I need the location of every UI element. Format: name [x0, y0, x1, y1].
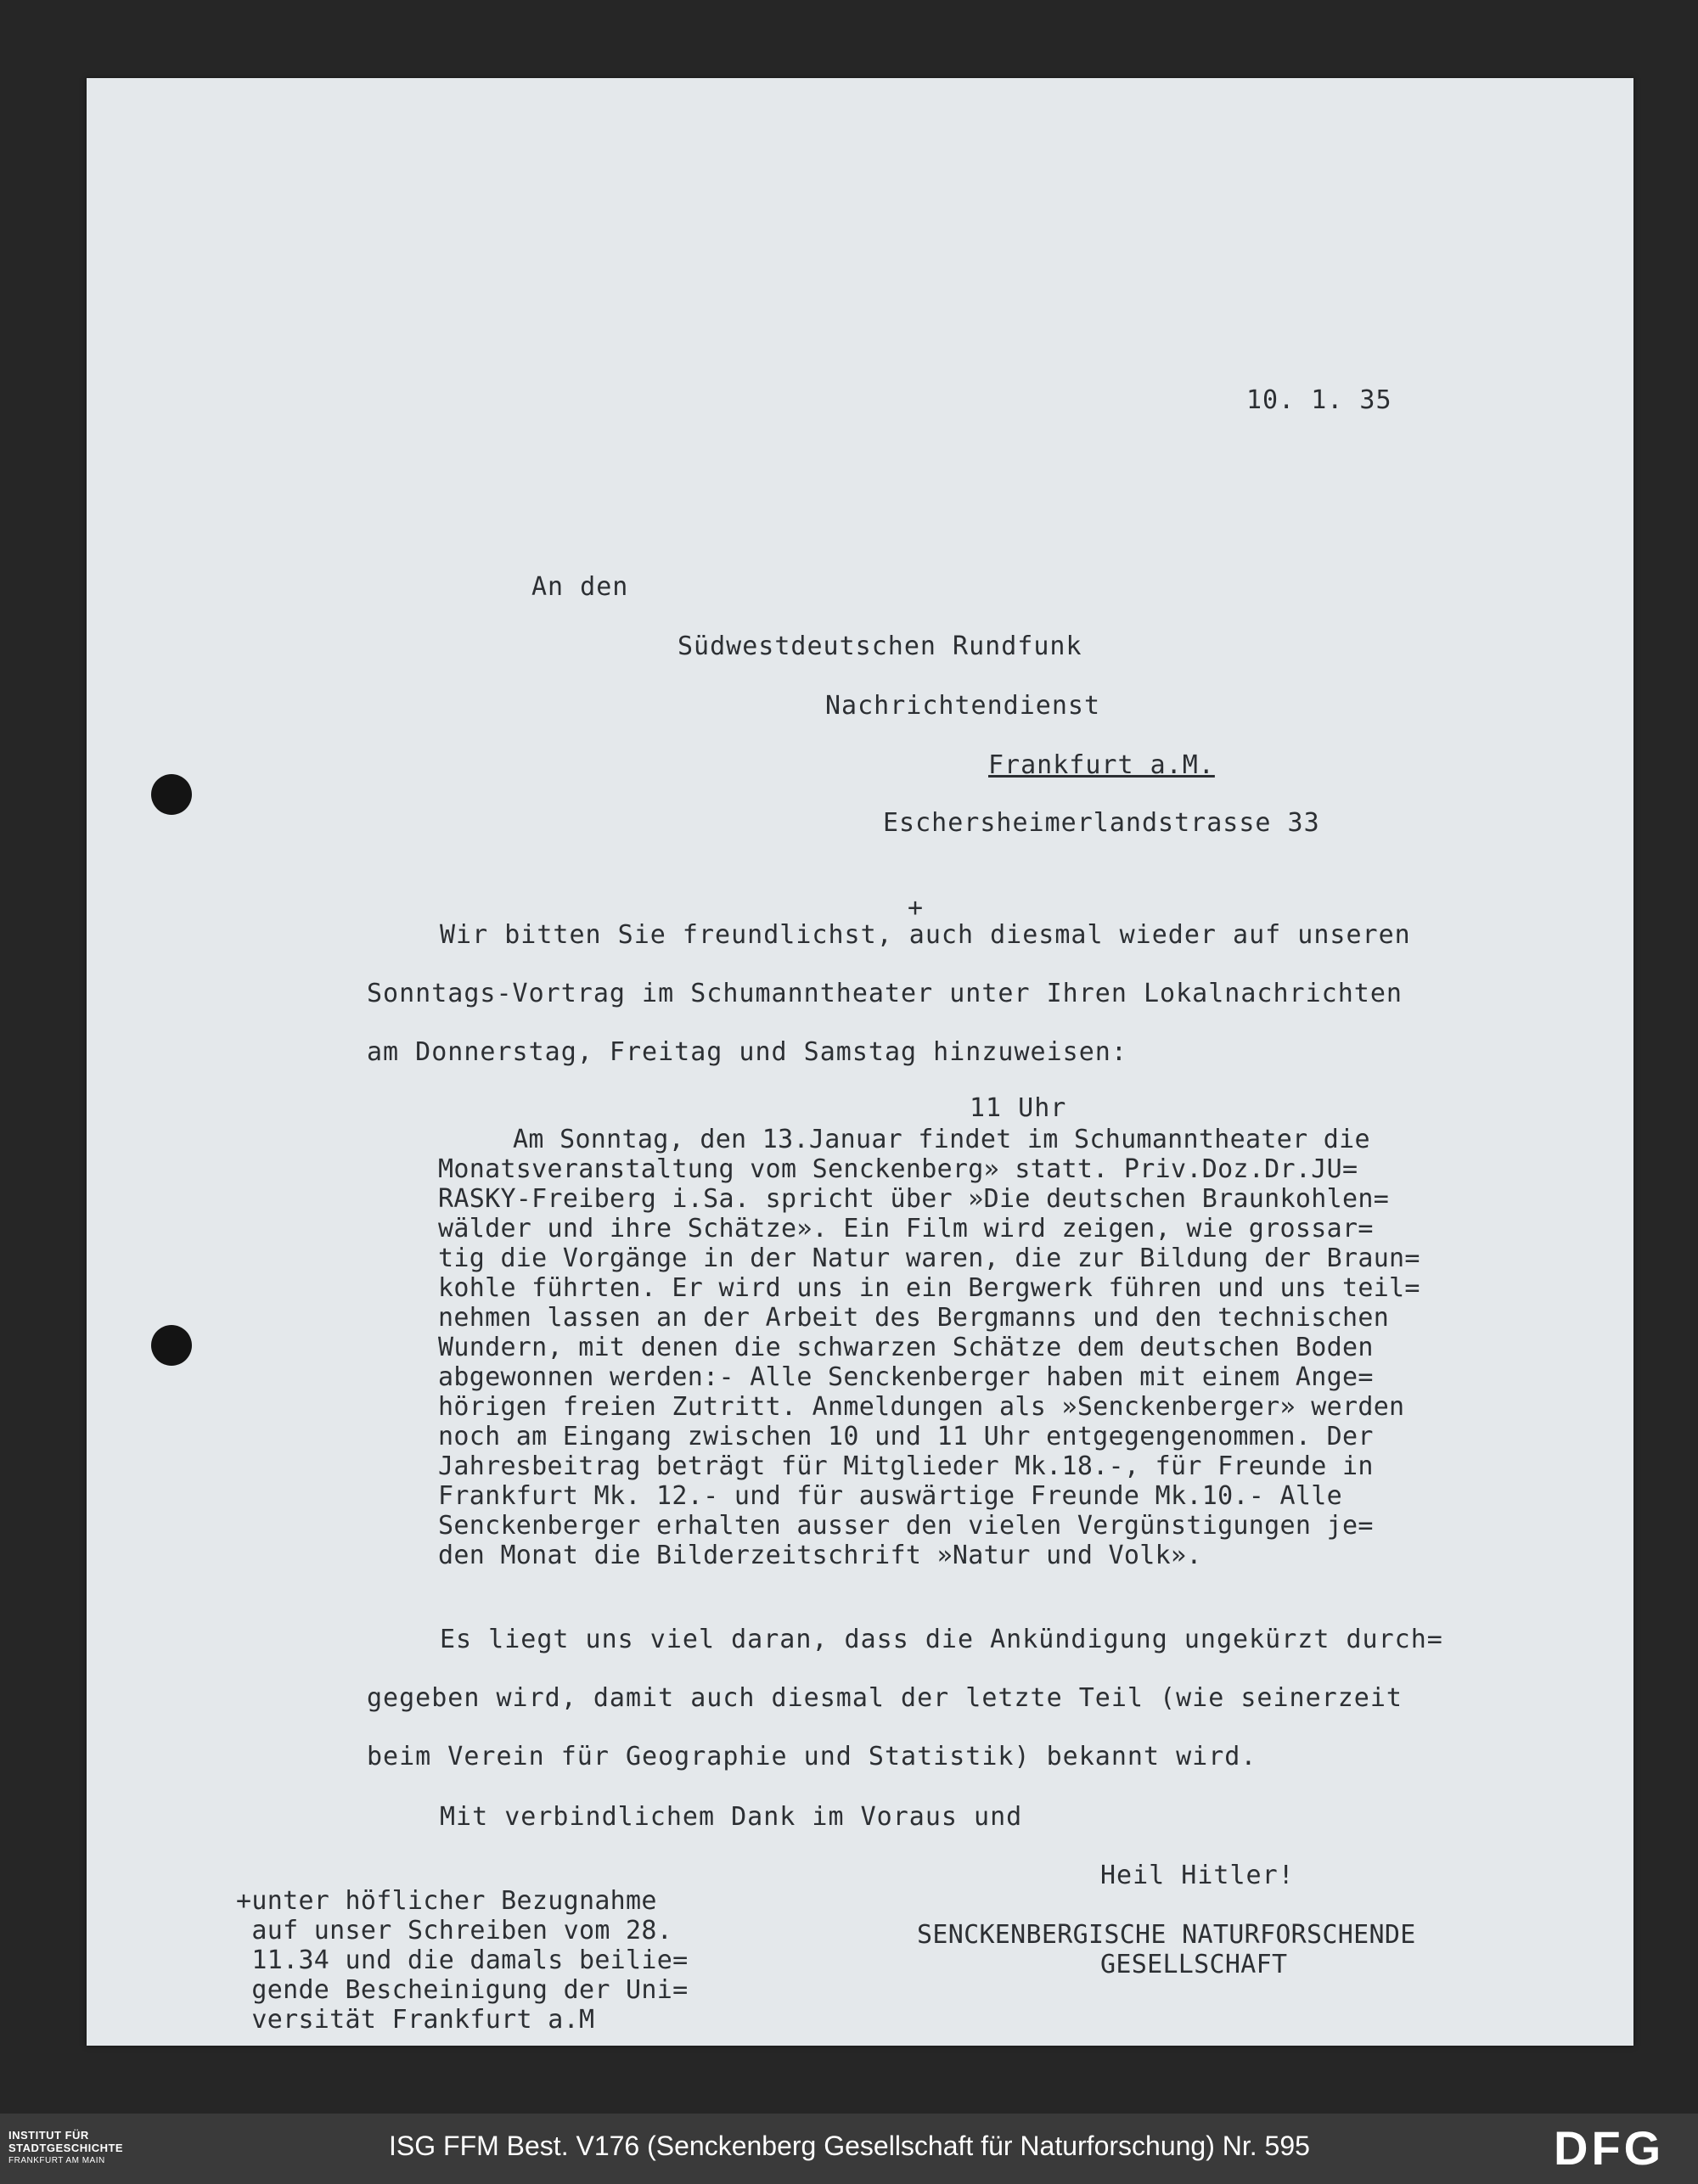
announcement-line-1: Am Sonntag, den 13.Januar findet im Schumanntheater die: [513, 1125, 1370, 1154]
dfg-logo: DFG: [1554, 2121, 1665, 2175]
announcement-line-14: Senckenberger erhalten ausser den vielen Vergünstigungen je=: [438, 1511, 1374, 1541]
intro-line-1: Wir bitten Sie freundlichst, auch diesmal wieder auf unseren: [440, 920, 1411, 950]
institute-line-2: STADTGESCHICHTE: [8, 2142, 124, 2154]
address-recipient: Südwestdeutschen Rundfunk: [678, 632, 1082, 661]
signature-line-1: SENCKENBERGISCHE NATURFORSCHENDE: [917, 1920, 1416, 1950]
address-street: Eschersheimerlandstrasse 33: [883, 808, 1320, 838]
footnote-line-5: versität Frankfurt a.M: [236, 2005, 595, 2035]
punch-hole-bottom: [151, 1325, 192, 1366]
address-department: Nachrichtendienst: [825, 691, 1101, 721]
intro-line-3: am Donnerstag, Freitag und Samstag hinzuweisen:: [367, 1037, 1127, 1067]
greeting: Heil Hitler!: [1100, 1861, 1295, 1890]
signature-line-2: GESELLSCHAFT: [1100, 1950, 1288, 1979]
thanks-line: Mit verbindlichem Dank im Voraus und: [440, 1802, 1023, 1832]
announcement-line-3: RASKY-Freiberg i.Sa. spricht über »Die deutschen Braunkohlen=: [438, 1184, 1390, 1214]
announcement-line-12: Jahresbeitrag beträgt für Mitglieder Mk.18.-, für Freunde in: [438, 1451, 1374, 1481]
announcement-line-11: noch am Eingang zwischen 10 und 11 Uhr entgegengenommen. Der: [438, 1422, 1374, 1451]
announcement-line-13: Frankfurt Mk. 12.- und für auswärtige Freunde Mk.10.- Alle: [438, 1481, 1342, 1511]
letter-date: 10. 1. 35: [1246, 385, 1392, 415]
institute-logo: [8, 2129, 123, 2167]
announcement-line-10: hörigen freien Zutritt. Anmeldungen als »Senckenberger» werden: [438, 1392, 1405, 1422]
announcement-line-2: Monatsveranstaltung vom Senckenberg» statt. Priv.Doz.Dr.JU=: [438, 1154, 1358, 1184]
time-insert: 11 Uhr: [970, 1093, 1067, 1123]
intro-line-2: Sonntags-Vortrag im Schumanntheater unter Ihren Lokalnachrichten: [367, 979, 1403, 1008]
insert-mark: +: [908, 893, 925, 923]
address-city: Frankfurt a.M.: [988, 750, 1215, 780]
archive-footer: [0, 2114, 1698, 2184]
footnote-line-3: 11.34 und die damals beilie=: [236, 1945, 689, 1975]
closing-line-1: Es liegt uns viel daran, dass die Ankündigung ungekürzt durch=: [440, 1625, 1443, 1654]
closing-line-3: beim Verein für Geographie und Statistik) bekannt wird.: [367, 1742, 1257, 1771]
archive-citation: ISG FFM Best. V176 (Senckenberg Gesellschaft für Naturforschung) Nr. 595: [389, 2131, 1310, 2161]
footnote-line-2: auf unser Schreiben vom 28.: [236, 1916, 673, 1945]
footnote-line-4: gende Bescheinigung der Uni=: [236, 1975, 689, 2005]
announcement-line-5: tig die Vorgänge in der Natur waren, die zur Bildung der Braun=: [438, 1244, 1420, 1273]
footnote-line-1: +unter höflicher Bezugnahme: [236, 1886, 657, 1916]
institute-line-3: FRANKFURT AM MAIN: [8, 2156, 105, 2165]
punch-hole-top: [151, 774, 192, 815]
announcement-line-7: nehmen lassen an der Arbeit des Bergmanns und den technischen: [438, 1303, 1390, 1333]
announcement-line-4: wälder und ihre Schätze». Ein Film wird zeigen, wie grossar=: [438, 1214, 1374, 1244]
announcement-line-15: den Monat die Bilderzeitschrift »Natur und Volk».: [438, 1541, 1202, 1570]
announcement-line-6: kohle führten. Er wird uns in ein Bergwerk führen und uns teil=: [438, 1273, 1420, 1303]
announcement-line-9: abgewonnen werden:- Alle Senckenberger haben mit einem Ange=: [438, 1362, 1374, 1392]
address-salutation: An den: [531, 572, 629, 602]
letter-page: [87, 78, 1633, 2046]
closing-line-2: gegeben wird, damit auch diesmal der letzte Teil (wie seinerzeit: [367, 1683, 1403, 1713]
institute-line-1: INSTITUT FÜR: [8, 2129, 89, 2142]
announcement-line-8: Wundern, mit denen die schwarzen Schätze dem deutschen Boden: [438, 1333, 1374, 1362]
